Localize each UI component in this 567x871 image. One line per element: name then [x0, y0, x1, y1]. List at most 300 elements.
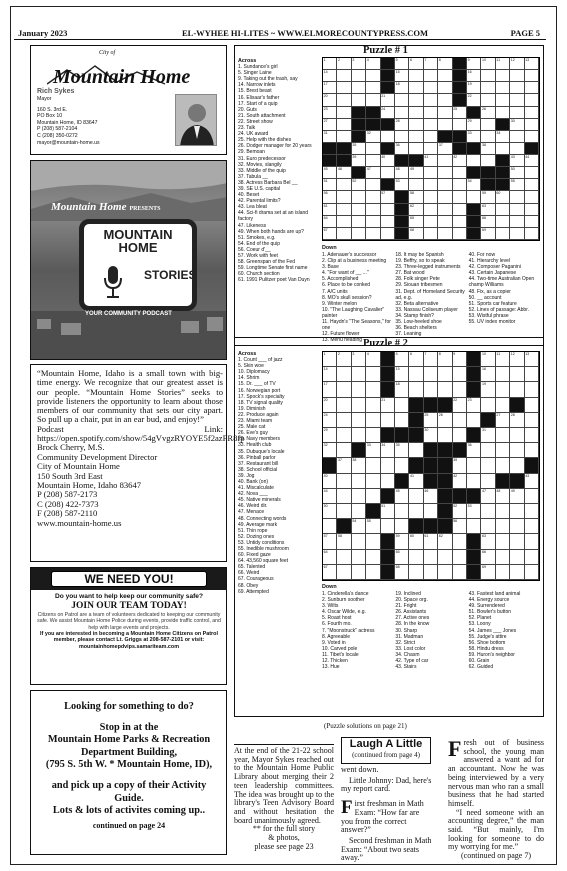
grid-cell[interactable]: [366, 519, 380, 534]
grid-cell[interactable]: [409, 107, 423, 119]
grid-cell[interactable]: [337, 58, 351, 70]
grid-cell[interactable]: [496, 489, 510, 504]
grid-cell[interactable]: [453, 119, 467, 131]
grid-cell[interactable]: [424, 428, 438, 443]
grid-cell[interactable]: [453, 504, 467, 519]
grid-cell[interactable]: [352, 519, 366, 534]
grid-cell[interactable]: [395, 119, 409, 131]
grid-cell[interactable]: [323, 519, 337, 534]
grid-cell[interactable]: [438, 382, 452, 397]
grid-cell[interactable]: [510, 367, 524, 382]
grid-cell[interactable]: [323, 204, 337, 216]
grid-cell[interactable]: [510, 519, 524, 534]
grid-cell[interactable]: [453, 413, 467, 428]
grid-cell[interactable]: [496, 204, 510, 216]
grid-cell[interactable]: [496, 443, 510, 458]
grid-cell[interactable]: [525, 191, 539, 203]
grid-cell[interactable]: [409, 179, 423, 191]
grid-cell[interactable]: [352, 155, 366, 167]
grid-cell[interactable]: [366, 458, 380, 473]
grid-cell[interactable]: [510, 352, 524, 367]
grid-cell[interactable]: [467, 519, 481, 534]
grid-cell[interactable]: [409, 167, 423, 179]
grid-cell[interactable]: [323, 382, 337, 397]
grid-cell[interactable]: [366, 58, 380, 70]
grid-cell[interactable]: [424, 143, 438, 155]
grid-cell[interactable]: [424, 107, 438, 119]
grid-cell[interactable]: [352, 216, 366, 228]
grid-cell[interactable]: [438, 107, 452, 119]
grid-cell[interactable]: [510, 216, 524, 228]
grid-cell[interactable]: [467, 70, 481, 82]
grid-cell[interactable]: [510, 565, 524, 580]
grid-cell[interactable]: [467, 504, 481, 519]
grid-cell[interactable]: [467, 179, 481, 191]
grid-cell[interactable]: [323, 179, 337, 191]
grid-cell[interactable]: [510, 155, 524, 167]
grid-cell[interactable]: [481, 352, 495, 367]
grid-cell[interactable]: [381, 398, 395, 413]
grid-cell[interactable]: [525, 352, 539, 367]
grid-cell[interactable]: [409, 119, 423, 131]
grid-cell[interactable]: [467, 58, 481, 70]
puzzle-2-grid[interactable]: [322, 351, 540, 581]
grid-cell[interactable]: [496, 458, 510, 473]
grid-cell[interactable]: [366, 382, 380, 397]
grid-cell[interactable]: [395, 352, 409, 367]
grid-cell[interactable]: [510, 167, 524, 179]
grid-cell[interactable]: [337, 119, 351, 131]
grid-cell[interactable]: [438, 58, 452, 70]
grid-cell[interactable]: [395, 443, 409, 458]
grid-cell[interactable]: [481, 204, 495, 216]
grid-cell[interactable]: [323, 107, 337, 119]
grid-cell[interactable]: [409, 70, 423, 82]
grid-cell[interactable]: [409, 382, 423, 397]
grid-cell[interactable]: [525, 107, 539, 119]
grid-cell[interactable]: [525, 534, 539, 549]
grid-cell[interactable]: [381, 519, 395, 534]
grid-cell[interactable]: [496, 352, 510, 367]
grid-cell[interactable]: [438, 191, 452, 203]
grid-cell[interactable]: [366, 143, 380, 155]
grid-cell[interactable]: [395, 565, 409, 580]
grid-cell[interactable]: [496, 534, 510, 549]
grid-cell[interactable]: [496, 131, 510, 143]
grid-cell[interactable]: [323, 167, 337, 179]
grid-cell[interactable]: [323, 191, 337, 203]
grid-cell[interactable]: [323, 474, 337, 489]
grid-cell[interactable]: [510, 70, 524, 82]
grid-cell[interactable]: [337, 428, 351, 443]
grid-cell[interactable]: [481, 119, 495, 131]
grid-cell[interactable]: [453, 550, 467, 565]
grid-cell[interactable]: [496, 228, 510, 240]
grid-cell[interactable]: [467, 443, 481, 458]
grid-cell[interactable]: [525, 398, 539, 413]
grid-cell[interactable]: [453, 428, 467, 443]
grid-cell[interactable]: [323, 58, 337, 70]
grid-cell[interactable]: [352, 228, 366, 240]
grid-cell[interactable]: [438, 228, 452, 240]
grid-cell[interactable]: [424, 550, 438, 565]
grid-cell[interactable]: [525, 413, 539, 428]
grid-cell[interactable]: [366, 216, 380, 228]
grid-cell[interactable]: [409, 367, 423, 382]
grid-cell[interactable]: [424, 155, 438, 167]
grid-cell[interactable]: [496, 94, 510, 106]
grid-cell[interactable]: [481, 155, 495, 167]
grid-cell[interactable]: [366, 167, 380, 179]
grid-cell[interactable]: [453, 565, 467, 580]
grid-cell[interactable]: [496, 413, 510, 428]
grid-cell[interactable]: [438, 352, 452, 367]
website-link[interactable]: www.mountain-home.us: [37, 517, 122, 528]
grid-cell[interactable]: [453, 458, 467, 473]
grid-cell[interactable]: [481, 534, 495, 549]
grid-cell[interactable]: [409, 191, 423, 203]
grid-cell[interactable]: [381, 216, 395, 228]
grid-cell[interactable]: [409, 143, 423, 155]
grid-cell[interactable]: [467, 82, 481, 94]
grid-cell[interactable]: [510, 94, 524, 106]
grid-cell[interactable]: [481, 216, 495, 228]
grid-cell[interactable]: [395, 382, 409, 397]
grid-cell[interactable]: [323, 428, 337, 443]
grid-cell[interactable]: [366, 443, 380, 458]
grid-cell[interactable]: [438, 167, 452, 179]
grid-cell[interactable]: [352, 382, 366, 397]
grid-cell[interactable]: [323, 413, 337, 428]
grid-cell[interactable]: [510, 504, 524, 519]
grid-cell[interactable]: [467, 131, 481, 143]
grid-cell[interactable]: [381, 167, 395, 179]
grid-cell[interactable]: [337, 82, 351, 94]
grid-cell[interactable]: [337, 352, 351, 367]
grid-cell[interactable]: [323, 534, 337, 549]
grid-cell[interactable]: [424, 216, 438, 228]
grid-cell[interactable]: [381, 204, 395, 216]
grid-cell[interactable]: [337, 398, 351, 413]
grid-cell[interactable]: [409, 534, 423, 549]
grid-cell[interactable]: [352, 367, 366, 382]
grid-cell[interactable]: [510, 458, 524, 473]
grid-cell[interactable]: [337, 474, 351, 489]
grid-cell[interactable]: [395, 107, 409, 119]
grid-cell[interactable]: [395, 458, 409, 473]
grid-cell[interactable]: [409, 504, 423, 519]
grid-cell[interactable]: [381, 228, 395, 240]
grid-cell[interactable]: [381, 191, 395, 203]
grid-cell[interactable]: [366, 179, 380, 191]
grid-cell[interactable]: [453, 474, 467, 489]
grid-cell[interactable]: [352, 143, 366, 155]
grid-cell[interactable]: [496, 428, 510, 443]
grid-cell[interactable]: [453, 382, 467, 397]
grid-cell[interactable]: [352, 550, 366, 565]
grid-cell[interactable]: [424, 228, 438, 240]
grid-cell[interactable]: [395, 367, 409, 382]
grid-cell[interactable]: [438, 565, 452, 580]
grid-cell[interactable]: [438, 70, 452, 82]
grid-cell[interactable]: [323, 131, 337, 143]
grid-cell[interactable]: [438, 204, 452, 216]
grid-cell[interactable]: [395, 82, 409, 94]
puzzle-1-grid[interactable]: [322, 57, 540, 241]
grid-cell[interactable]: [337, 443, 351, 458]
grid-cell[interactable]: [525, 367, 539, 382]
grid-cell[interactable]: [395, 94, 409, 106]
grid-cell[interactable]: [438, 428, 452, 443]
grid-cell[interactable]: [424, 167, 438, 179]
grid-cell[interactable]: [381, 155, 395, 167]
grid-cell[interactable]: [481, 398, 495, 413]
grid-cell[interactable]: [424, 504, 438, 519]
grid-cell[interactable]: [366, 474, 380, 489]
grid-cell[interactable]: [438, 367, 452, 382]
grid-cell[interactable]: [323, 119, 337, 131]
grid-cell[interactable]: [438, 413, 452, 428]
grid-cell[interactable]: [323, 216, 337, 228]
grid-cell[interactable]: [366, 550, 380, 565]
grid-cell[interactable]: [481, 58, 495, 70]
grid-cell[interactable]: [366, 489, 380, 504]
grid-cell[interactable]: [381, 131, 395, 143]
grid-cell[interactable]: [424, 191, 438, 203]
grid-cell[interactable]: [438, 179, 452, 191]
grid-cell[interactable]: [467, 458, 481, 473]
grid-cell[interactable]: [525, 565, 539, 580]
grid-cell[interactable]: [381, 413, 395, 428]
grid-cell[interactable]: [352, 58, 366, 70]
grid-cell[interactable]: [525, 155, 539, 167]
grid-cell[interactable]: [481, 550, 495, 565]
grid-cell[interactable]: [453, 167, 467, 179]
grid-cell[interactable]: [395, 143, 409, 155]
grid-cell[interactable]: [510, 119, 524, 131]
grid-cell[interactable]: [337, 458, 351, 473]
grid-cell[interactable]: [337, 204, 351, 216]
grid-cell[interactable]: [453, 204, 467, 216]
grid-cell[interactable]: [323, 504, 337, 519]
grid-cell[interactable]: [337, 504, 351, 519]
grid-cell[interactable]: [510, 204, 524, 216]
grid-cell[interactable]: [424, 82, 438, 94]
grid-cell[interactable]: [481, 474, 495, 489]
grid-cell[interactable]: [424, 352, 438, 367]
grid-cell[interactable]: [381, 458, 395, 473]
grid-cell[interactable]: [481, 107, 495, 119]
grid-cell[interactable]: [337, 413, 351, 428]
grid-cell[interactable]: [337, 489, 351, 504]
grid-cell[interactable]: [352, 504, 366, 519]
grid-cell[interactable]: [510, 489, 524, 504]
grid-cell[interactable]: [525, 550, 539, 565]
grid-cell[interactable]: [525, 179, 539, 191]
grid-cell[interactable]: [395, 504, 409, 519]
grid-cell[interactable]: [453, 179, 467, 191]
grid-cell[interactable]: [525, 474, 539, 489]
grid-cell[interactable]: [510, 191, 524, 203]
grid-cell[interactable]: [323, 228, 337, 240]
grid-cell[interactable]: [438, 143, 452, 155]
grid-cell[interactable]: [481, 82, 495, 94]
grid-cell[interactable]: [525, 70, 539, 82]
grid-cell[interactable]: [337, 131, 351, 143]
grid-cell[interactable]: [525, 428, 539, 443]
grid-cell[interactable]: [366, 228, 380, 240]
grid-cell[interactable]: [352, 458, 366, 473]
grid-cell[interactable]: [323, 94, 337, 106]
grid-cell[interactable]: [496, 107, 510, 119]
grid-cell[interactable]: [337, 565, 351, 580]
grid-cell[interactable]: [510, 382, 524, 397]
grid-cell[interactable]: [395, 131, 409, 143]
grid-cell[interactable]: [424, 204, 438, 216]
grid-cell[interactable]: [409, 550, 423, 565]
grid-cell[interactable]: [525, 94, 539, 106]
grid-cell[interactable]: [366, 428, 380, 443]
grid-cell[interactable]: [323, 565, 337, 580]
grid-cell[interactable]: [409, 443, 423, 458]
grid-cell[interactable]: [481, 70, 495, 82]
grid-cell[interactable]: [352, 489, 366, 504]
grid-cell[interactable]: [337, 70, 351, 82]
grid-cell[interactable]: [481, 565, 495, 580]
grid-cell[interactable]: [481, 131, 495, 143]
grid-cell[interactable]: [352, 413, 366, 428]
grid-cell[interactable]: [424, 382, 438, 397]
grid-cell[interactable]: [395, 519, 409, 534]
grid-cell[interactable]: [467, 191, 481, 203]
grid-cell[interactable]: [352, 70, 366, 82]
grid-cell[interactable]: [525, 167, 539, 179]
grid-cell[interactable]: [424, 70, 438, 82]
grid-cell[interactable]: [496, 216, 510, 228]
grid-cell[interactable]: [323, 367, 337, 382]
grid-cell[interactable]: [366, 94, 380, 106]
grid-cell[interactable]: [352, 204, 366, 216]
grid-cell[interactable]: [352, 534, 366, 549]
grid-cell[interactable]: [366, 191, 380, 203]
grid-cell[interactable]: [337, 167, 351, 179]
grid-cell[interactable]: [323, 398, 337, 413]
grid-cell[interactable]: [510, 179, 524, 191]
grid-cell[interactable]: [481, 143, 495, 155]
grid-cell[interactable]: [395, 413, 409, 428]
grid-cell[interactable]: [381, 474, 395, 489]
grid-cell[interactable]: [352, 398, 366, 413]
grid-cell[interactable]: [352, 94, 366, 106]
grid-cell[interactable]: [525, 228, 539, 240]
grid-cell[interactable]: [453, 367, 467, 382]
grid-cell[interactable]: [496, 382, 510, 397]
grid-cell[interactable]: [453, 352, 467, 367]
grid-cell[interactable]: [496, 367, 510, 382]
grid-cell[interactable]: [381, 107, 395, 119]
grid-cell[interactable]: [496, 519, 510, 534]
grid-cell[interactable]: [510, 413, 524, 428]
grid-cell[interactable]: [337, 179, 351, 191]
grid-cell[interactable]: [453, 107, 467, 119]
grid-cell[interactable]: [525, 58, 539, 70]
grid-cell[interactable]: [496, 82, 510, 94]
grid-cell[interactable]: [467, 413, 481, 428]
grid-cell[interactable]: [438, 94, 452, 106]
grid-cell[interactable]: [510, 534, 524, 549]
grid-cell[interactable]: [337, 107, 351, 119]
grid-cell[interactable]: [424, 94, 438, 106]
grid-cell[interactable]: [409, 352, 423, 367]
grid-cell[interactable]: [395, 70, 409, 82]
grid-cell[interactable]: [467, 474, 481, 489]
grid-cell[interactable]: [409, 565, 423, 580]
grid-cell[interactable]: [395, 534, 409, 549]
grid-cell[interactable]: [409, 216, 423, 228]
grid-cell[interactable]: [366, 534, 380, 549]
grid-cell[interactable]: [366, 70, 380, 82]
grid-cell[interactable]: [496, 565, 510, 580]
grid-cell[interactable]: [453, 216, 467, 228]
grid-cell[interactable]: [366, 413, 380, 428]
grid-cell[interactable]: [337, 228, 351, 240]
grid-cell[interactable]: [510, 550, 524, 565]
grid-cell[interactable]: [467, 398, 481, 413]
grid-cell[interactable]: [481, 519, 495, 534]
grid-cell[interactable]: [453, 398, 467, 413]
grid-cell[interactable]: [424, 367, 438, 382]
grid-cell[interactable]: [496, 398, 510, 413]
grid-cell[interactable]: [409, 82, 423, 94]
grid-cell[interactable]: [510, 107, 524, 119]
grid-cell[interactable]: [409, 489, 423, 504]
grid-cell[interactable]: [424, 58, 438, 70]
grid-cell[interactable]: [366, 155, 380, 167]
grid-cell[interactable]: [438, 119, 452, 131]
grid-cell[interactable]: [496, 191, 510, 203]
grid-cell[interactable]: [381, 94, 395, 106]
grid-cell[interactable]: [337, 191, 351, 203]
grid-cell[interactable]: [525, 131, 539, 143]
grid-cell[interactable]: [409, 474, 423, 489]
grid-cell[interactable]: [510, 58, 524, 70]
grid-cell[interactable]: [525, 82, 539, 94]
grid-cell[interactable]: [366, 204, 380, 216]
grid-cell[interactable]: [424, 534, 438, 549]
grid-cell[interactable]: [525, 489, 539, 504]
grid-cell[interactable]: [409, 228, 423, 240]
grid-cell[interactable]: [496, 70, 510, 82]
grid-cell[interactable]: [510, 428, 524, 443]
grid-cell[interactable]: [352, 179, 366, 191]
grid-cell[interactable]: [409, 94, 423, 106]
grid-cell[interactable]: [352, 82, 366, 94]
grid-cell[interactable]: [481, 228, 495, 240]
grid-cell[interactable]: [467, 119, 481, 131]
grid-cell[interactable]: [424, 489, 438, 504]
grid-cell[interactable]: [337, 382, 351, 397]
grid-cell[interactable]: [395, 398, 409, 413]
grid-cell[interactable]: [525, 519, 539, 534]
grid-cell[interactable]: [481, 504, 495, 519]
grid-cell[interactable]: [381, 504, 395, 519]
grid-cell[interactable]: [409, 131, 423, 143]
grid-cell[interactable]: [409, 204, 423, 216]
grid-cell[interactable]: [366, 131, 380, 143]
grid-cell[interactable]: [525, 204, 539, 216]
grid-cell[interactable]: [366, 352, 380, 367]
grid-cell[interactable]: [337, 534, 351, 549]
